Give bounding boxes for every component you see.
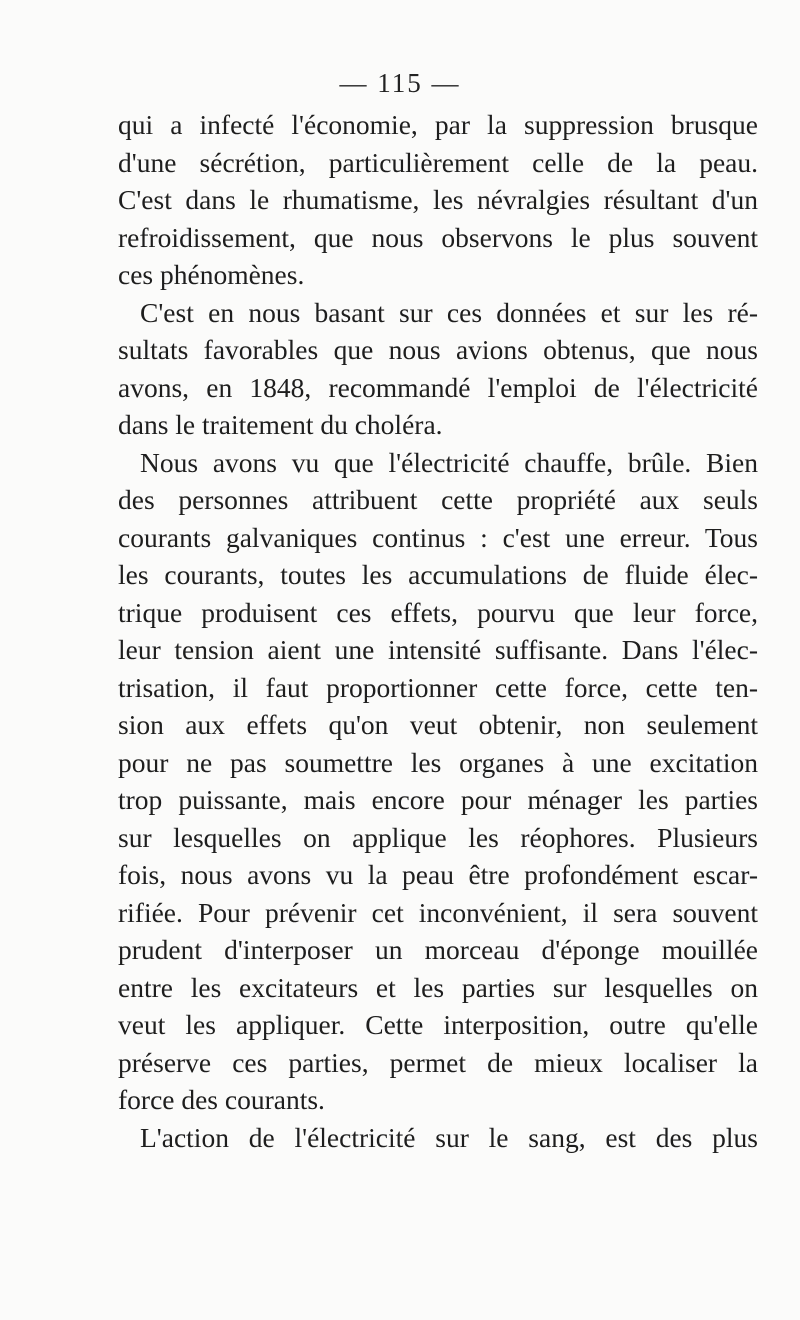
text-line: C'est en nous basant sur ces données et sur les ré- <box>140 296 758 328</box>
text-line: entre les excitateurs et les parties sur lesquelles on <box>118 971 758 1003</box>
text-line: pour ne pas soumettre les organes à une excitation <box>118 746 758 778</box>
text-line: sultats favorables que nous avions obtenus, que nous <box>118 334 758 365</box>
text-line: fois, nous avons vu la peau être profondément escar- <box>118 859 758 890</box>
text-line: sion aux effets qu'on veut obtenir, non seulement <box>118 709 758 740</box>
text-line: prudent d'interposer un morceau d'éponge mouillée <box>118 934 758 965</box>
text-line: trique produisent ces effets, pourvu que leur force, <box>118 596 758 628</box>
text-line: d'une sécrétion, particulièrement celle de la peau. <box>118 146 758 178</box>
text-line: préserve ces parties, permet de mieux localiser la <box>118 1046 758 1078</box>
text-line: des personnes attribuent cette propriété aux seuls <box>118 484 758 515</box>
text-line: ces phénomènes. <box>118 259 305 290</box>
text-line: L'action de l'électricité sur le sang, est des plus <box>140 1121 758 1153</box>
text-line: force des courants. <box>118 1084 325 1115</box>
text-line: qui a infecté l'économie, par la suppression brusque <box>118 109 758 140</box>
text-line: sur lesquelles on applique les réophores. Plusieurs <box>118 821 758 853</box>
text-line: veut les appliquer. Cette interposition, outre qu'elle <box>118 1009 758 1040</box>
text-line: C'est dans le rhumatisme, les névralgies résultant d'un <box>118 184 758 215</box>
body-text <box>118 106 758 1156</box>
text-line: avons, en 1848, recommandé l'emploi de l'électricité <box>118 371 758 403</box>
text-line: leur tension aient une intensité suffisante. Dans l'élec- <box>118 634 758 665</box>
text-line: trisation, il faut proportionner cette force, cette ten- <box>118 671 758 703</box>
text-line: dans le traitement du choléra. <box>118 409 443 440</box>
text-line: les courants, toutes les accumulations de fluide élec- <box>118 559 758 590</box>
text-line: trop puissante, mais encore pour ménager les parties <box>118 784 758 815</box>
text-line: refroidissement, que nous observons le plus souvent <box>118 221 758 253</box>
text-line: rifiée. Pour prévenir cet inconvénient, il sera souvent <box>118 896 758 928</box>
text-line: Nous avons vu que l'électricité chauffe, brûle. Bien <box>140 446 758 478</box>
page-number: — 115 — <box>339 68 461 98</box>
text-line: courants galvaniques continus : c'est une erreur. Tous <box>118 521 758 553</box>
